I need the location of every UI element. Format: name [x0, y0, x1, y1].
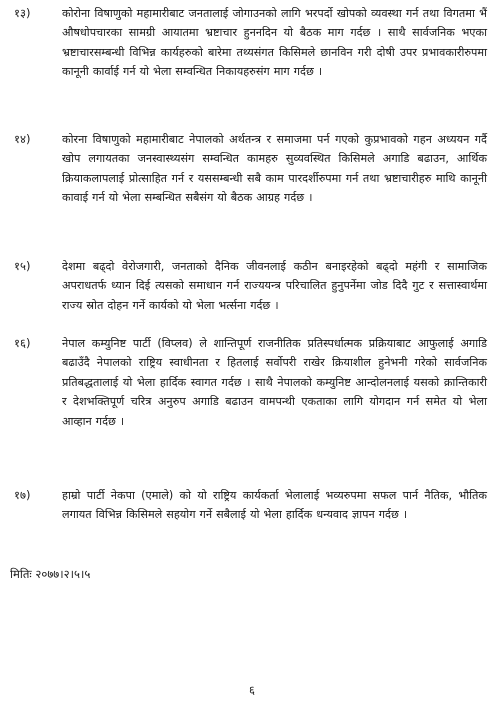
item-number: १३)	[14, 6, 31, 20]
page-number: ६	[249, 683, 255, 697]
item-text: देशमा बढ्दो वेरोजगारी, जनताको दैनिक जीवनलाई कठीन बनाइरहेको बढ्दो महंगी र सामाजिक अपराधतर्फ ध्यान दिई त्यसको समाधान गर्न राज्ययन्त्र परिचालित हुनुपर्नेमा जोड दिदै गुट र सत्तास्वार्थमा राज्य स्रोत दोहन गर्ने कार्यको यो भेला भर्त्सना गर्दछ ।	[62, 260, 487, 312]
resolution-item-15	[14, 257, 492, 315]
resolution-item-13	[14, 4, 492, 82]
document-date: मितिः २०७७।२।५।५	[10, 567, 91, 581]
resolution-item-14	[14, 130, 492, 208]
item-text: कोरोना विषाणुको महामारीबाट जनतालाई जोगाउनको लागि भरपर्दो खोपको व्यवस्था गर्न तथा विगतमा भैं औषधोपचारका सामग्री आयातमा भ्रष्टाचार हुननदिन यो बैठक माग गर्दछ । साथै सार्वजनिक भएका भ्रष्टाचारसम्बन्धी विभिन्न कार्यहरुको बारेमा तथ्यसंगत किसिमले छानविन गरी दोषी उपर प्रभावकारीरुपमा कानूनी कार्वाई गर्न यो भेला सम्वन्धित निकायहरुसंग माग गर्दछ ।	[62, 7, 487, 79]
item-text: हाम्रो पार्टी नेकपा (एमाले) को यो राष्ट्रिय कार्यकर्ता भेलालाई भव्यरुपमा सफल पार्न नैतिक, भौतिक लगायत विभिन्न किसिमले सहयोग गर्ने सबैलाई यो भेला हार्दिक धन्यवाद ज्ञापन गर्दछ ।	[62, 489, 487, 522]
item-number: १५)	[14, 259, 31, 273]
item-number: १७)	[14, 488, 31, 502]
item-number: १६)	[14, 336, 31, 350]
item-text: नेपाल कम्युनिष्ट पार्टी (विप्लव) ले शान्तिपूर्ण राजनीतिक प्रतिस्पर्धात्मक प्रक्रियाबाट आफुलाई अगाडि बढाउँदै नेपालको राष्ट्रिय स्वाधीनता र हितलाई सर्वोपरी राखेर क्रियाशील हुनेभनी गरेको सार्वजनिक प्रतिबद्धतालाई यो भेला हार्दिक स्वागत गर्दछ । साथै नेपालको कम्युनिष्ट आन्दोलनलाई यसको क्रान्तिकारी र देशभक्तिपूर्ण चरित्र अनुरुप अगाडि बढाउन वामपन्थी एकताका लागि योगदान गर्न समेत यो भेला आव्हान गर्दछ ।	[62, 337, 487, 428]
item-number: १४)	[14, 132, 31, 146]
item-text: कोरना विषाणुको महामारीबाट नेपालको अर्थतन्त्र र समाजमा पर्न गएको कुप्रभावको गहन अध्ययन गर्दै खोप लगायतका जनस्वास्थ्यसंग सम्वन्धित कामहरु सुव्यवस्थित किसिमले अगाडि बढाउन, आर्थिक क्रियाकलापलाई प्रोत्साहित गर्न र यससम्बन्धी सबै काम पारदर्शीरुपमा गर्न तथा भ्रष्टाचारीहरु माथि कानूनी कावाई गर्न यो भेला सम्बन्धित सबैसंग यो बैठक आग्रह गर्दछ ।	[62, 133, 487, 205]
resolution-item-17	[14, 486, 492, 525]
resolution-item-16	[14, 334, 492, 431]
